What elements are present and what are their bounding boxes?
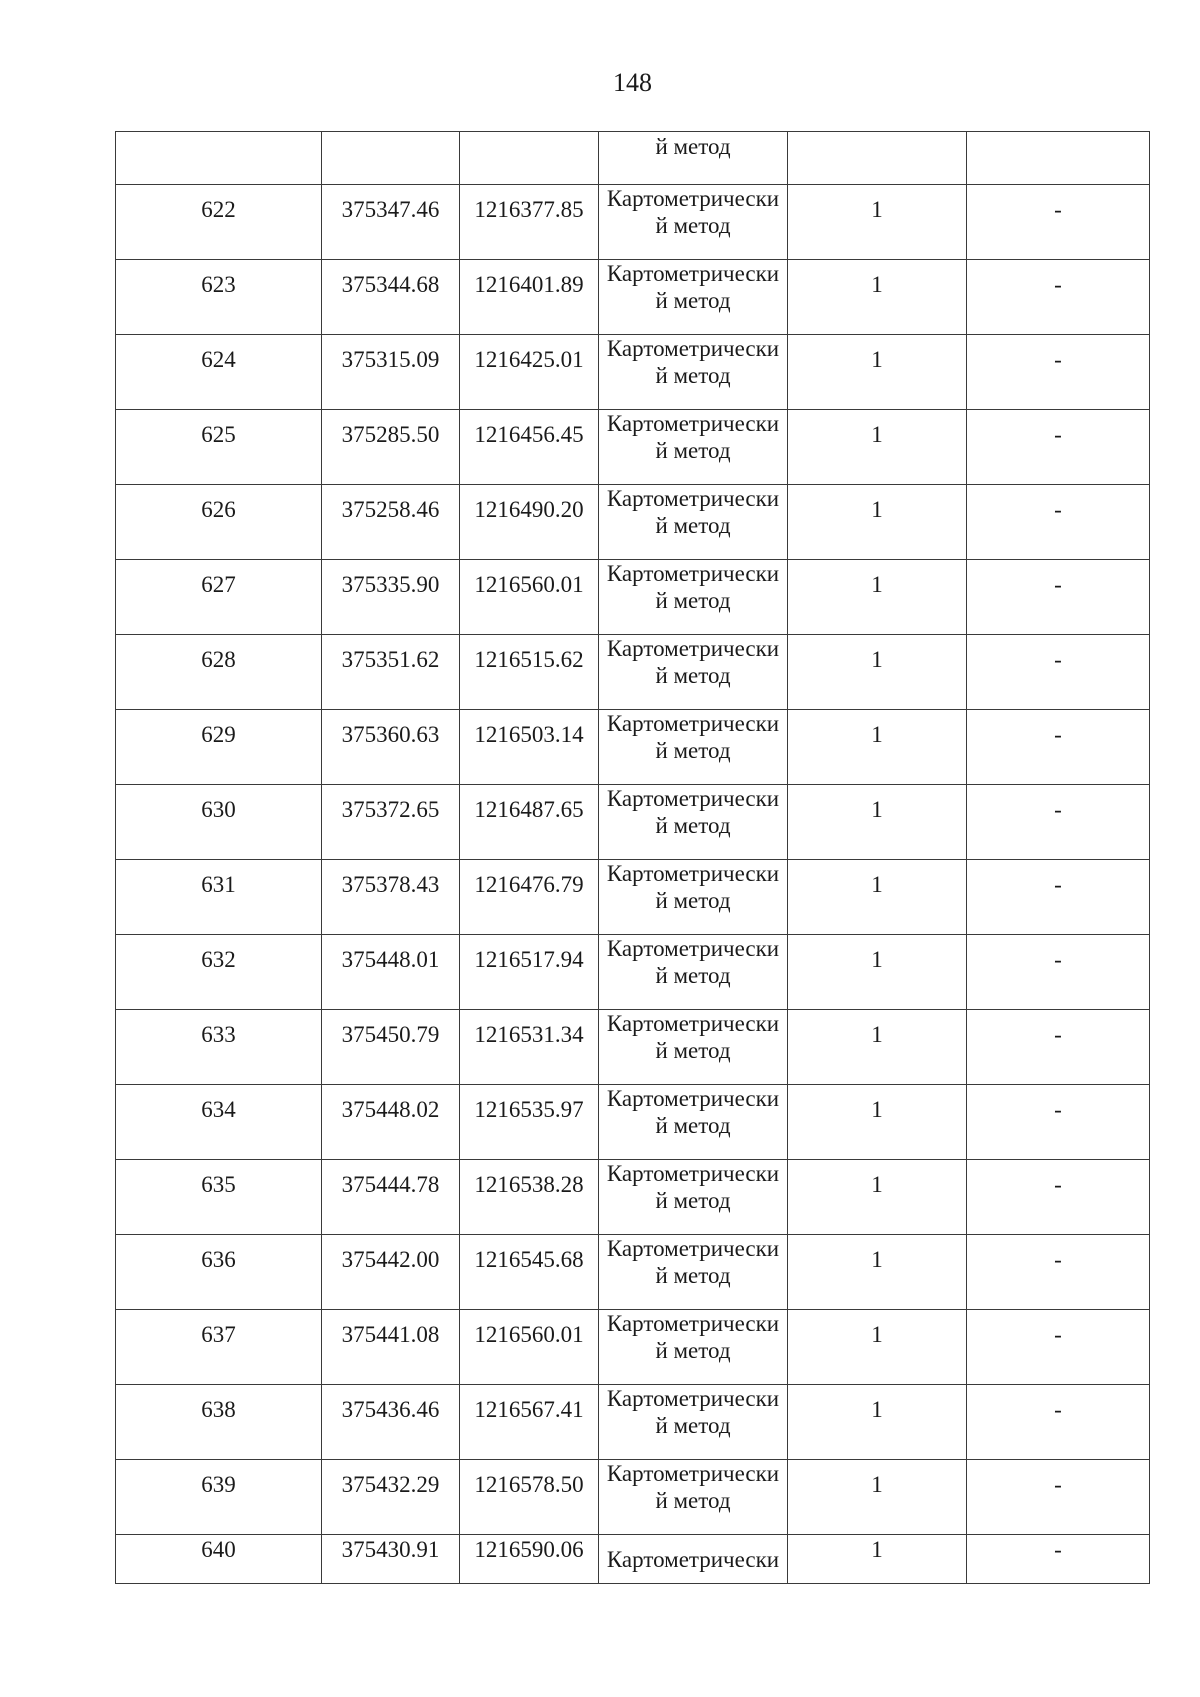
- cell-num: [116, 260, 322, 335]
- cell-note: [967, 785, 1150, 860]
- table-row-last: [116, 1535, 1150, 1584]
- cell-accuracy-text: 1: [871, 1322, 883, 1347]
- cell-accuracy: [788, 1010, 967, 1085]
- cell-num-text: 639: [201, 1472, 236, 1497]
- cell-accuracy-text: 1: [871, 947, 883, 972]
- cell-note: [967, 1235, 1150, 1310]
- cell-x: [322, 1310, 460, 1385]
- cell-x-text: 375450.79: [341, 1022, 440, 1047]
- cell-accuracy: [788, 132, 967, 185]
- cell-method-text: Картометрически й метод: [606, 936, 780, 988]
- cell-note-text: -: [1054, 1097, 1062, 1122]
- cell-x: [322, 335, 460, 410]
- table-row: [116, 1160, 1150, 1235]
- cell-note: [967, 1460, 1150, 1535]
- cell-y: [460, 935, 599, 1010]
- table-row: [116, 410, 1150, 485]
- cell-x: [322, 410, 460, 485]
- cell-method-text: Картометрически й метод: [606, 1086, 780, 1138]
- cell-note-text: -: [1054, 1537, 1062, 1562]
- cell-note: [967, 1385, 1150, 1460]
- cell-y: [460, 785, 599, 860]
- cell-method: [599, 635, 788, 710]
- cell-y-text: 1216545.68: [474, 1247, 584, 1272]
- cell-accuracy: [788, 260, 967, 335]
- cell-num: [116, 132, 322, 185]
- cell-x-text: 375436.46: [341, 1397, 440, 1422]
- cell-num: [116, 635, 322, 710]
- cell-method-text: Картометрически й метод: [606, 1161, 780, 1213]
- table-row: [116, 785, 1150, 860]
- cell-method: [599, 185, 788, 260]
- cell-note-text: -: [1054, 1022, 1062, 1047]
- cell-note: [967, 335, 1150, 410]
- table-row: [116, 935, 1150, 1010]
- cell-method-text: Картометрически й метод: [606, 636, 780, 688]
- cell-accuracy: [788, 635, 967, 710]
- cell-accuracy: [788, 1160, 967, 1235]
- cell-accuracy: [788, 860, 967, 935]
- table-row-continuation: [116, 132, 1150, 185]
- cell-x: [322, 132, 460, 185]
- cell-num-text: 636: [201, 1247, 236, 1272]
- cell-num-text: 632: [201, 947, 236, 972]
- cell-x: [322, 560, 460, 635]
- cell-accuracy-text: 1: [871, 197, 883, 222]
- cell-x-text: 375441.08: [341, 1322, 440, 1347]
- cell-accuracy-text: 1: [871, 722, 883, 747]
- cell-y-text: 1216490.20: [474, 497, 584, 522]
- cell-accuracy-text: 1: [871, 1472, 883, 1497]
- cell-note: [967, 560, 1150, 635]
- cell-y: [460, 1010, 599, 1085]
- cell-y-text: 1216401.89: [474, 272, 584, 297]
- cell-y-text: 1216456.45: [474, 422, 584, 447]
- cell-note-text: -: [1054, 1322, 1062, 1347]
- cell-x: [322, 1085, 460, 1160]
- cell-method-text: Картометрически й метод: [606, 411, 780, 463]
- cell-num: [116, 185, 322, 260]
- table-row: [116, 1460, 1150, 1535]
- cell-y: [460, 560, 599, 635]
- cell-x-text: 375258.46: [341, 497, 440, 522]
- cell-accuracy-text: 1: [871, 572, 883, 597]
- page-number: 148: [613, 68, 652, 97]
- cell-accuracy: [788, 1235, 967, 1310]
- cell-num: [116, 1085, 322, 1160]
- cell-y-text: 1216560.01: [474, 1322, 584, 1347]
- cell-num-text: 638: [201, 1397, 236, 1422]
- cell-accuracy-text: 1: [871, 422, 883, 447]
- cell-note-text: -: [1054, 947, 1062, 972]
- cell-accuracy: [788, 335, 967, 410]
- cell-y-text: 1216487.65: [474, 797, 584, 822]
- cell-method-text: Картометрически й метод: [606, 786, 780, 838]
- cell-note: [967, 935, 1150, 1010]
- cell-x-text: 375351.62: [341, 647, 440, 672]
- cell-accuracy: [788, 410, 967, 485]
- cell-y: [460, 260, 599, 335]
- cell-y: [460, 485, 599, 560]
- cell-y: [460, 860, 599, 935]
- cell-accuracy-text: 1: [871, 1537, 883, 1562]
- cell-x: [322, 860, 460, 935]
- cell-num-text: 628: [201, 647, 236, 672]
- cell-x-text: 375444.78: [341, 1172, 440, 1197]
- table-row: [116, 1385, 1150, 1460]
- cell-accuracy-text: 1: [871, 1247, 883, 1272]
- cell-note: [967, 635, 1150, 710]
- cell-method: [599, 260, 788, 335]
- cell-method: [599, 935, 788, 1010]
- cell-y: [460, 1535, 599, 1584]
- cell-x: [322, 185, 460, 260]
- cell-num: [116, 335, 322, 410]
- cell-x-text: 375360.63: [341, 722, 440, 747]
- cell-num-text: 629: [201, 722, 236, 747]
- cell-y-text: 1216535.97: [474, 1097, 584, 1122]
- table-row: [116, 635, 1150, 710]
- cell-x: [322, 635, 460, 710]
- cell-accuracy-text: 1: [871, 797, 883, 822]
- cell-method-text: Картометрически й метод: [606, 1011, 780, 1063]
- cell-num: [116, 710, 322, 785]
- cell-x: [322, 260, 460, 335]
- cell-method: [599, 335, 788, 410]
- cell-method: й метод: [599, 132, 788, 185]
- cell-y-text: 1216531.34: [474, 1022, 584, 1047]
- cell-accuracy-text: 1: [871, 497, 883, 522]
- cell-method: [599, 1535, 788, 1584]
- cell-x: [322, 1385, 460, 1460]
- table-row: [116, 860, 1150, 935]
- cell-num: [116, 935, 322, 1010]
- cell-note: [967, 132, 1150, 185]
- cell-note: [967, 1535, 1150, 1584]
- cell-num: [116, 1310, 322, 1385]
- cell-method: [599, 1310, 788, 1385]
- cell-x-text: 375335.90: [341, 572, 440, 597]
- cell-method-text: Картометрически: [606, 1547, 780, 1572]
- cell-note: [967, 185, 1150, 260]
- cell-method: [599, 860, 788, 935]
- cell-note-text: -: [1054, 797, 1062, 822]
- cell-method: [599, 1460, 788, 1535]
- cell-note-text: -: [1054, 647, 1062, 672]
- table-row: [116, 485, 1150, 560]
- cell-note-text: -: [1054, 497, 1062, 522]
- cell-y-text: 1216515.62: [474, 647, 584, 672]
- cell-x-text: 375432.29: [341, 1472, 440, 1497]
- cell-x-text: 375448.02: [341, 1097, 440, 1122]
- cell-accuracy: [788, 785, 967, 860]
- cell-y: [460, 1235, 599, 1310]
- table-row: [116, 1310, 1150, 1385]
- cell-accuracy: [788, 485, 967, 560]
- cell-method-text: Картометрически й метод: [606, 186, 780, 238]
- cell-note-text: -: [1054, 1472, 1062, 1497]
- cell-y: [460, 335, 599, 410]
- cell-num-text: 637: [201, 1322, 236, 1347]
- cell-method-text: Картометрически й метод: [606, 261, 780, 313]
- cell-x: [322, 1460, 460, 1535]
- cell-accuracy-text: 1: [871, 1172, 883, 1197]
- cell-num: [116, 1160, 322, 1235]
- cell-x: [322, 710, 460, 785]
- cell-num: [116, 785, 322, 860]
- cell-accuracy: [788, 1385, 967, 1460]
- cell-accuracy-text: 1: [871, 1022, 883, 1047]
- cell-accuracy-text: 1: [871, 872, 883, 897]
- cell-method-text: Картометрически й метод: [606, 1386, 780, 1438]
- cell-method-text: Картометрически й метод: [606, 861, 780, 913]
- cell-y: [460, 710, 599, 785]
- cell-num-text: 634: [201, 1097, 236, 1122]
- cell-note: [967, 1085, 1150, 1160]
- cell-method-text: Картометрически й метод: [606, 711, 780, 763]
- cell-method-text: Картометрически й метод: [606, 1236, 780, 1288]
- cell-x: [322, 1160, 460, 1235]
- cell-num: [116, 1535, 322, 1584]
- cell-x-text: 375372.65: [341, 797, 440, 822]
- cell-method: [599, 1010, 788, 1085]
- cell-method-text: Картометрически й метод: [606, 336, 780, 388]
- cell-num-text: 635: [201, 1172, 236, 1197]
- cell-x: [322, 1535, 460, 1584]
- cell-num-text: 633: [201, 1022, 236, 1047]
- cell-num-text: 631: [201, 872, 236, 897]
- cell-method-text: Картометрически й метод: [606, 561, 780, 613]
- cell-accuracy: [788, 1460, 967, 1535]
- cell-x-text: 375442.00: [341, 1247, 440, 1272]
- cell-num: [116, 860, 322, 935]
- cell-note: [967, 710, 1150, 785]
- cell-note: [967, 410, 1150, 485]
- cell-y: [460, 132, 599, 185]
- table-row: [116, 1010, 1150, 1085]
- cell-x: [322, 935, 460, 1010]
- cell-x-text: 375378.43: [341, 872, 440, 897]
- cell-y-text: 1216538.28: [474, 1172, 584, 1197]
- cell-note: [967, 1010, 1150, 1085]
- cell-num: [116, 485, 322, 560]
- cell-y: [460, 1160, 599, 1235]
- cell-note: [967, 485, 1150, 560]
- cell-y-text: 1216377.85: [474, 197, 584, 222]
- cell-method: [599, 1385, 788, 1460]
- cell-x-text: 375448.01: [341, 947, 440, 972]
- cell-x: [322, 785, 460, 860]
- cell-method: [599, 1160, 788, 1235]
- cell-note-text: -: [1054, 1247, 1062, 1272]
- cell-accuracy-text: 1: [871, 272, 883, 297]
- cell-num: [116, 1235, 322, 1310]
- cell-accuracy-text: 1: [871, 347, 883, 372]
- cell-accuracy: [788, 1085, 967, 1160]
- table-row: [116, 560, 1150, 635]
- cell-accuracy-text: 1: [871, 647, 883, 672]
- cell-num-text: 630: [201, 797, 236, 822]
- cell-note-text: -: [1054, 1172, 1062, 1197]
- cell-y: [460, 635, 599, 710]
- cell-method-text: Картометрически й метод: [606, 486, 780, 538]
- cell-x-text: 375430.91: [341, 1537, 440, 1562]
- cell-y: [460, 185, 599, 260]
- cell-num-text: 640: [201, 1537, 236, 1562]
- cell-method: [599, 410, 788, 485]
- cell-y-text: 1216476.79: [474, 872, 584, 897]
- cell-y-text: 1216590.06: [474, 1537, 584, 1562]
- table-row: [116, 1085, 1150, 1160]
- cell-note: [967, 860, 1150, 935]
- cell-accuracy-text: 1: [871, 1397, 883, 1422]
- cell-y-text: 1216560.01: [474, 572, 584, 597]
- cell-x: [322, 1235, 460, 1310]
- cell-method-text: Картометрически й метод: [606, 1461, 780, 1513]
- table-row: [116, 260, 1150, 335]
- cell-accuracy: [788, 185, 967, 260]
- cell-accuracy: [788, 935, 967, 1010]
- cell-x-text: 375344.68: [341, 272, 440, 297]
- cell-num: [116, 1385, 322, 1460]
- cell-y: [460, 410, 599, 485]
- cell-y: [460, 1085, 599, 1160]
- table-row: [116, 185, 1150, 260]
- cell-x: [322, 1010, 460, 1085]
- cell-x: [322, 485, 460, 560]
- cell-note-text: -: [1054, 272, 1062, 297]
- cell-x-text: 375285.50: [341, 422, 440, 447]
- cell-method: [599, 710, 788, 785]
- cell-note-text: -: [1054, 1397, 1062, 1422]
- cell-note-text: -: [1054, 872, 1062, 897]
- cell-note-text: -: [1054, 197, 1062, 222]
- cell-method-text: Картометрически й метод: [606, 1311, 780, 1363]
- cell-y: [460, 1460, 599, 1535]
- cell-method: [599, 785, 788, 860]
- cell-x-text: 375347.46: [341, 197, 440, 222]
- cell-accuracy-text: 1: [871, 1097, 883, 1122]
- cell-note-text: -: [1054, 572, 1062, 597]
- cell-note-text: -: [1054, 722, 1062, 747]
- cell-note: [967, 260, 1150, 335]
- cell-num: [116, 560, 322, 635]
- table-row: [116, 1235, 1150, 1310]
- cell-y: [460, 1385, 599, 1460]
- cell-x-text: 375315.09: [341, 347, 440, 372]
- cell-y-text: 1216578.50: [474, 1472, 584, 1497]
- cell-num-text: 624: [201, 347, 236, 372]
- cell-y-text: 1216567.41: [474, 1397, 584, 1422]
- cell-num: [116, 1460, 322, 1535]
- cell-note-text: -: [1054, 422, 1062, 447]
- table-row: [116, 710, 1150, 785]
- cell-note: [967, 1160, 1150, 1235]
- cell-num-text: 625: [201, 422, 236, 447]
- cell-y-text: 1216517.94: [474, 947, 584, 972]
- cell-num: [116, 410, 322, 485]
- cell-method: [599, 1085, 788, 1160]
- cell-num-text: 627: [201, 572, 236, 597]
- cell-num-text: 626: [201, 497, 236, 522]
- cell-accuracy: [788, 1535, 967, 1584]
- cell-y: [460, 1310, 599, 1385]
- cell-method: [599, 560, 788, 635]
- cell-num-text: 622: [201, 197, 236, 222]
- cell-num-text: 623: [201, 272, 236, 297]
- cell-method: [599, 1235, 788, 1310]
- cell-y-text: 1216425.01: [474, 347, 584, 372]
- cell-y-text: 1216503.14: [474, 722, 584, 747]
- table-row: [116, 335, 1150, 410]
- cell-accuracy: [788, 560, 967, 635]
- cell-method: [599, 485, 788, 560]
- cell-accuracy: [788, 1310, 967, 1385]
- cell-accuracy: [788, 710, 967, 785]
- cell-num: [116, 1010, 322, 1085]
- coordinates-table: [115, 131, 1150, 1584]
- cell-note-text: -: [1054, 347, 1062, 372]
- cell-note: [967, 1310, 1150, 1385]
